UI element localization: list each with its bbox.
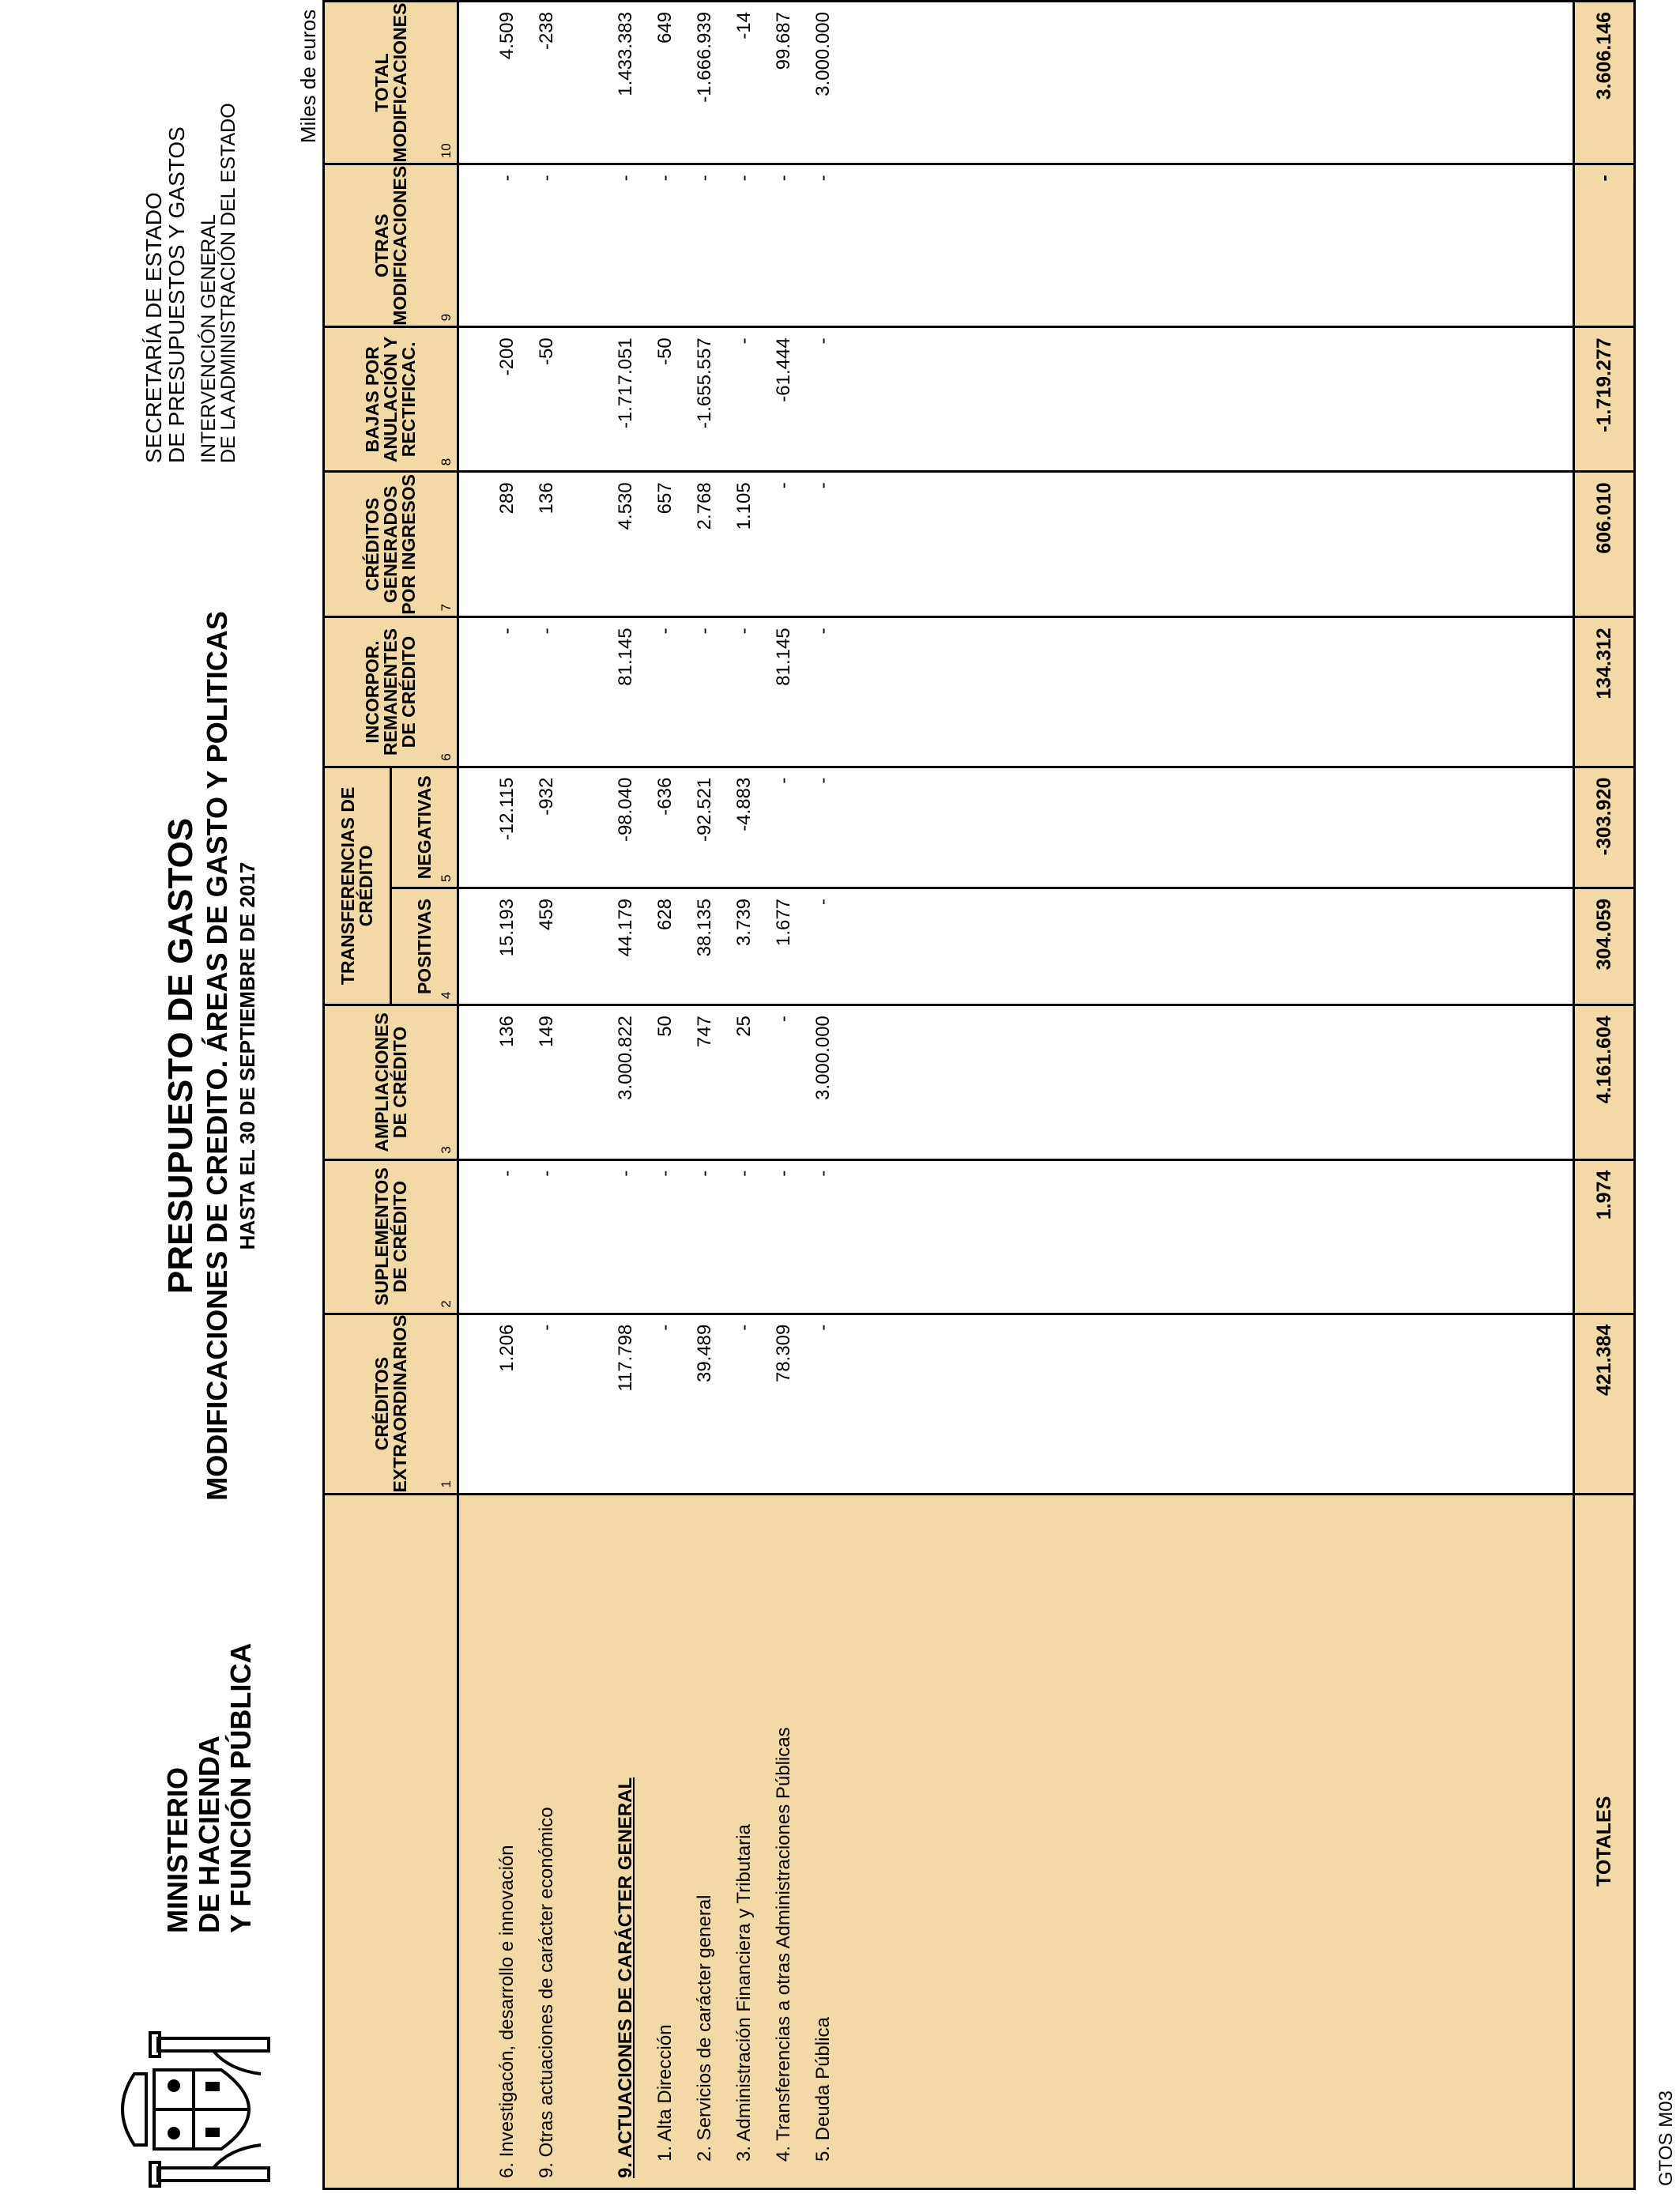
col-bajas	[458, 327, 1574, 472]
cell-value: -	[773, 482, 794, 489]
cell-value: -200	[496, 337, 518, 376]
ministry-line-1: MINISTERIO	[161, 1766, 194, 1933]
title-line-2: MODIFICACIONES DE CREDITO. ÁREAS DE GASTO Y POLITICAS	[201, 611, 233, 1501]
cell-value: 1.433.383	[615, 12, 636, 96]
cell-value: 149	[536, 1016, 557, 1048]
cell-value: -	[615, 175, 636, 182]
row-label	[567, 1495, 606, 2188]
row-label: 9. Otras actuaciones de carácter económico	[536, 1807, 557, 2178]
cell-value: -	[812, 482, 834, 489]
ministry-line-3: Y FUNCIÓN PÚBLICA	[224, 1642, 257, 1933]
cell-value: 99.687	[773, 12, 794, 70]
footer-code: GTOS M03	[1656, 2090, 1677, 2186]
row-label: 6. Investigacón, desarrollo e innovación	[496, 1845, 518, 2178]
cell-value: -	[496, 1170, 518, 1177]
cell-value: -	[733, 337, 755, 345]
row-labels	[458, 1494, 1574, 2188]
cell-value: 78.309	[773, 1324, 794, 1383]
cell-value: 81.145	[773, 628, 794, 686]
total-value: -303.920	[1574, 767, 1635, 888]
col-header-suplementos: SUPLEMENTOS DE CRÉDITO 2	[324, 1159, 458, 1314]
modifications-table	[322, 0, 1636, 2190]
cell-value: -50	[536, 337, 557, 365]
cell-value: 3.739	[733, 898, 755, 947]
cell-value: 4.530	[615, 482, 636, 530]
cell-value: 649	[654, 12, 676, 44]
cell-value: -50	[654, 337, 676, 365]
cell-value: -	[733, 175, 755, 182]
cell-value: 117.798	[615, 1324, 636, 1392]
total-value: 304.059	[1574, 888, 1635, 1005]
cell-value: 3.000.822	[615, 1016, 636, 1100]
cell-value: 81.145	[615, 628, 636, 686]
cell-value	[567, 473, 606, 616]
cell-value: -1.666.939	[694, 12, 715, 103]
cell-value: -	[536, 1170, 557, 1177]
col-creditos-extraordinarios	[458, 1314, 1574, 1494]
cell-value	[567, 1006, 606, 1159]
cell-value: 4.509	[496, 12, 518, 60]
cell-value: -	[812, 337, 834, 345]
cell-value: -	[536, 628, 557, 635]
cell-value: -	[654, 1170, 676, 1177]
col-otras-modificaciones	[458, 164, 1574, 327]
cell-value: -932	[536, 777, 557, 816]
col-creditos-generados	[458, 472, 1574, 617]
cell-value: -12.115	[496, 777, 518, 841]
col-positivas	[458, 888, 1574, 1005]
cell-value: 459	[536, 898, 557, 931]
cell-value: 3.000.000	[812, 1016, 834, 1100]
col-header-otras-modificaciones: OTRAS MODIFICACIONES 9	[324, 164, 458, 327]
total-value: 3.606.146	[1574, 2, 1635, 164]
cell-value: -636	[654, 777, 676, 816]
cell-value: -	[773, 1170, 794, 1177]
secretaria-line-4: DE LA ADMINISTRACIÓN DEL ESTADO	[217, 103, 239, 463]
cell-value: -	[536, 175, 557, 182]
cell-value: 136	[496, 1016, 518, 1048]
cell-value: -1.717.051	[615, 337, 636, 429]
total-value: 4.161.604	[1574, 1005, 1635, 1160]
cell-value: -	[812, 898, 834, 905]
cell-value: -	[773, 1016, 794, 1023]
row-label: 4. Transferencias a otras Administraciones Públicas	[773, 1727, 794, 2162]
label-column-header	[324, 1494, 458, 2188]
col-suplementos	[458, 1159, 1574, 1314]
cell-value: -	[654, 628, 676, 635]
cell-value: -14	[733, 12, 755, 40]
secretaria-line-2: DE PRESUPUESTOS Y GASTOS	[164, 126, 189, 463]
cell-value: 1.206	[496, 1324, 518, 1372]
secretaria-line-3: INTERVENCIÓN GENERAL	[198, 214, 220, 463]
total-value: 421.384	[1574, 1314, 1635, 1494]
cell-value	[567, 889, 606, 1004]
cell-value: -	[733, 1170, 755, 1177]
cell-value: -	[773, 777, 794, 784]
cell-value	[567, 165, 606, 326]
cell-value: 3.000.000	[812, 12, 834, 96]
coat-of-arms-icon	[111, 2026, 284, 2192]
total-value: 606.010	[1574, 472, 1635, 617]
ministry-header	[162, 1643, 257, 1933]
col-ampliaciones	[458, 1005, 1574, 1160]
cell-value: 25	[733, 1016, 755, 1037]
cell-value: 657	[654, 482, 676, 515]
cell-value: 2.768	[694, 482, 715, 530]
cell-value: -	[733, 628, 755, 635]
cell-value: -238	[536, 12, 557, 51]
cell-value: -	[773, 175, 794, 182]
document-title	[162, 590, 260, 1522]
row-label: 9. ACTUACIONES DE CARÁCTER GENERAL	[615, 1777, 636, 2178]
cell-value: -98.040	[615, 777, 636, 843]
cell-value: 1.105	[733, 482, 755, 530]
col-header-bajas: BAJAS POR ANULACIÓN Y RECTIFICAC. 8	[324, 327, 458, 472]
totals-label: TOTALES	[1574, 1494, 1635, 2188]
cell-value: 136	[536, 482, 557, 515]
table-body-row	[458, 2, 1574, 2189]
title-line-3: HASTA EL 30 DE SEPTIEMBRE DE 2017	[235, 861, 259, 1250]
cell-value	[567, 2, 606, 163]
cell-value: -	[812, 628, 834, 635]
totals-row	[1574, 2, 1635, 2189]
col-incorporacion-remanentes	[458, 617, 1574, 767]
units-label: Miles de euros	[296, 9, 320, 143]
secretaria-header	[142, 103, 239, 463]
col-header-transferencias: TRANSFERENCIAS DE CRÉDITO	[324, 767, 391, 1005]
col-header-ampliaciones: AMPLIACIONES DE CRÉDITO 3	[324, 1005, 458, 1160]
cell-value: 1.677	[773, 898, 794, 947]
cell-value: -	[812, 175, 834, 182]
cell-value: -	[812, 1324, 834, 1331]
ministry-line-2: DE HACIENDA	[193, 1735, 225, 1933]
total-value: 134.312	[1574, 617, 1635, 767]
cell-value: -92.521	[694, 777, 715, 843]
col-header-positivas: POSITIVAS 4	[391, 888, 458, 1005]
cell-value: -	[694, 628, 715, 635]
cell-value	[567, 768, 606, 887]
cell-value: 38.135	[694, 898, 715, 957]
row-label: 5. Deuda Pública	[812, 2017, 834, 2162]
cell-value: -1.655.557	[694, 337, 715, 429]
cell-value	[567, 1161, 606, 1313]
total-value: 1.974	[1574, 1159, 1635, 1314]
cell-value: 50	[654, 1016, 676, 1037]
cell-value: -	[694, 1170, 715, 1177]
cell-value: -	[536, 1324, 557, 1331]
cell-value	[567, 328, 606, 470]
col-negativas	[458, 767, 1574, 888]
cell-value: -	[812, 1170, 834, 1177]
cell-value: 44.179	[615, 898, 636, 957]
cell-value: -	[654, 175, 676, 182]
col-header-incorporacion-remanentes: INCORPOR. REMANENTES DE CRÉDITO 6	[324, 617, 458, 767]
cell-value: 747	[694, 1016, 715, 1048]
cell-value: -	[496, 628, 518, 635]
col-total-modificaciones	[458, 2, 1574, 164]
cell-value: -	[654, 1324, 676, 1331]
col-header-creditos-extraordinarios: CRÉDITOS EXTRAORDINARIOS 1	[324, 1314, 458, 1494]
col-header-total-modificaciones: TOTAL MODIFICACIONES 10	[324, 2, 458, 164]
cell-value: -61.444	[773, 337, 794, 402]
cell-value: -	[812, 777, 834, 784]
cell-value: 15.193	[496, 898, 518, 957]
cell-value: -	[615, 1170, 636, 1177]
total-value: -1.719.277	[1574, 327, 1635, 472]
col-header-negativas: NEGATIVAS 5	[391, 767, 458, 888]
title-line-1: PRESUPUESTO DE GASTOS	[161, 817, 200, 1295]
row-label: 1. Alta Dirección	[654, 2024, 676, 2162]
cell-value	[567, 1315, 606, 1493]
cell-value: -	[496, 175, 518, 182]
cell-value: -4.883	[733, 777, 755, 831]
cell-value: 289	[496, 482, 518, 515]
cell-value: 39.489	[694, 1324, 715, 1383]
cell-value	[567, 618, 606, 765]
row-label: 2. Servicios de carácter general	[694, 1894, 715, 2162]
cell-value: -	[694, 175, 715, 182]
cell-value: 628	[654, 898, 676, 931]
col-header-creditos-generados: CRÉDITOS GENERADOS POR INGRESOS 7	[324, 472, 458, 617]
total-value: -	[1574, 164, 1635, 327]
secretaria-line-1: SECRETARÍA DE ESTADO	[141, 192, 166, 463]
cell-value: -	[733, 1324, 755, 1331]
row-label: 3. Administración Financiera y Tributaria	[733, 1824, 755, 2162]
